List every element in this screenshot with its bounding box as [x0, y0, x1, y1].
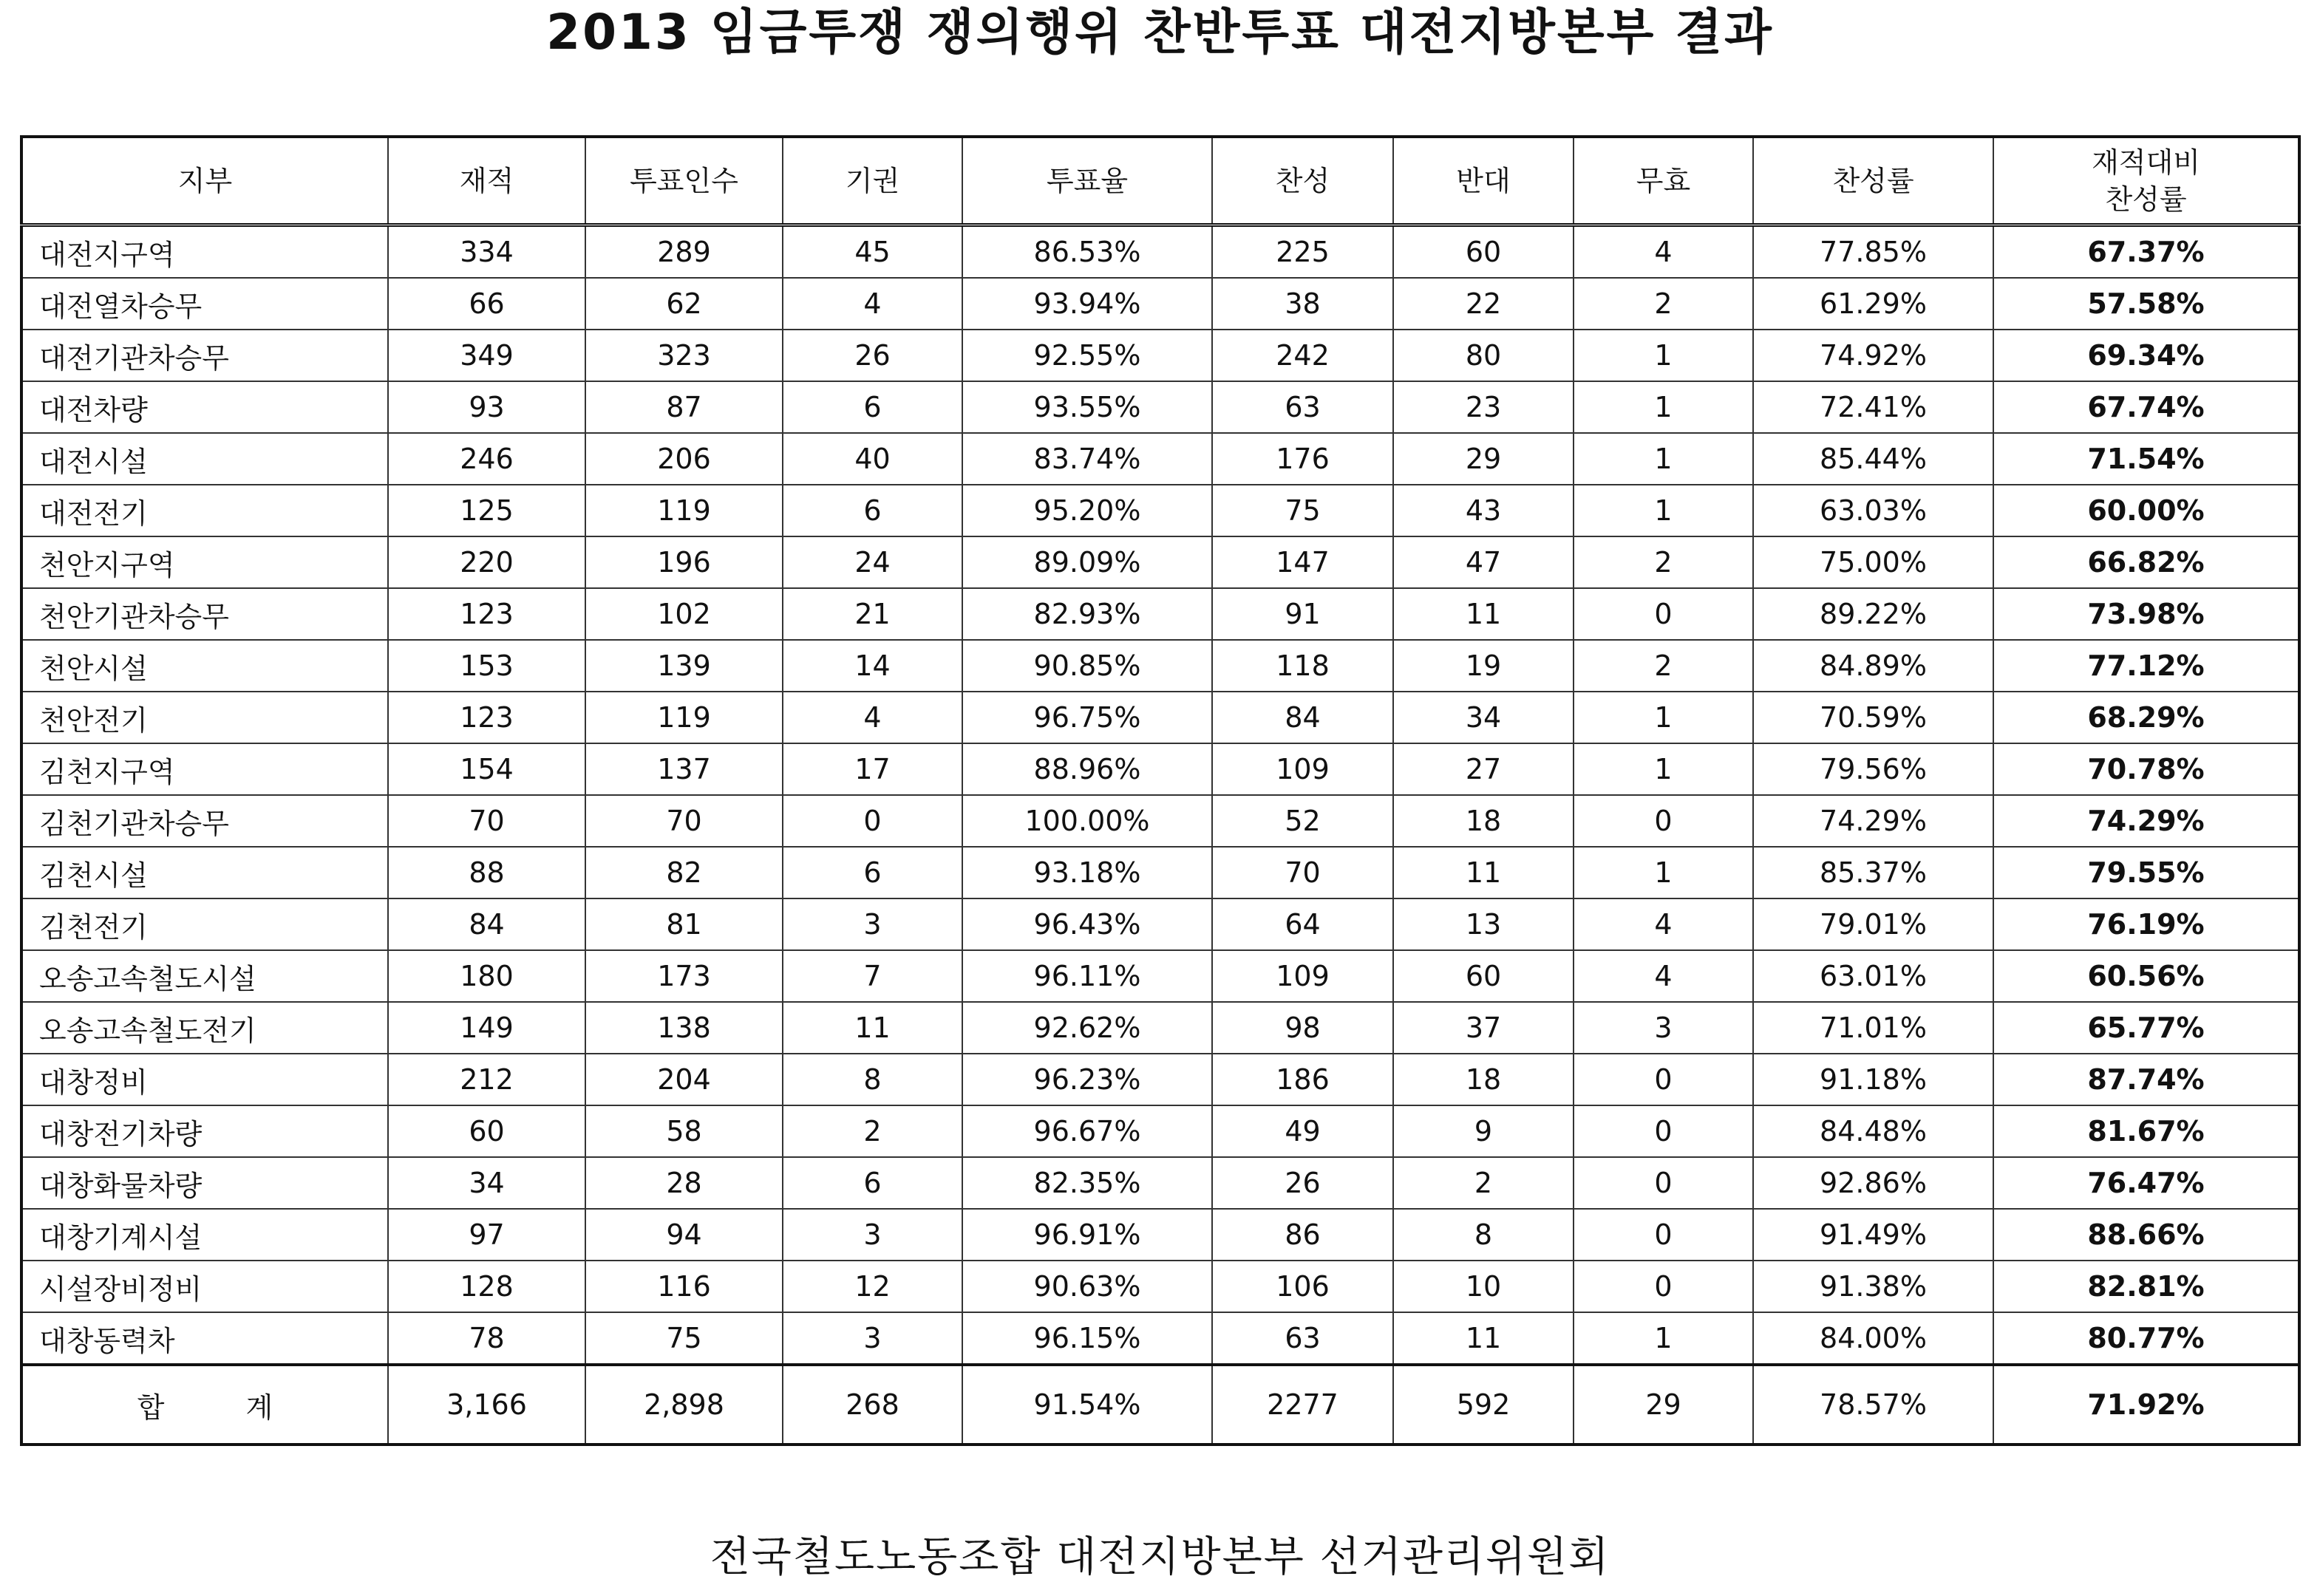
cell-abstain: 4	[783, 278, 962, 330]
total-cell: 2277	[1212, 1365, 1393, 1445]
table-row	[21, 692, 2299, 743]
cell-invalid: 0	[1574, 1054, 1753, 1105]
cell-abstain: 14	[783, 640, 962, 692]
cell-yes: 63	[1212, 1312, 1393, 1365]
branch-name-cell: 대창동력차	[21, 1312, 388, 1365]
cell-invalid: 1	[1574, 743, 1753, 795]
table-row	[21, 1261, 2299, 1312]
cell-abstain: 17	[783, 743, 962, 795]
cell-invalid: 2	[1574, 278, 1753, 330]
table-row	[21, 1054, 2299, 1105]
cell-invalid: 0	[1574, 588, 1753, 640]
cell-enrolled-approval: 77.12%	[1993, 640, 2299, 692]
cell-invalid: 0	[1574, 1105, 1753, 1157]
cell-enrolled-approval: 68.29%	[1993, 692, 2299, 743]
cell-enrolled-approval: 70.78%	[1993, 743, 2299, 795]
cell-invalid: 1	[1574, 381, 1753, 433]
cell-enrolled: 246	[388, 433, 585, 485]
cell-no: 2	[1393, 1157, 1574, 1209]
cell-turnout: 88.96%	[962, 743, 1212, 795]
branch-name-cell: 천안시설	[21, 640, 388, 692]
cell-voters: 323	[585, 330, 783, 381]
cell-turnout: 96.15%	[962, 1312, 1212, 1365]
cell-approval: 70.59%	[1753, 692, 1993, 743]
cell-enrolled-approval: 74.29%	[1993, 795, 2299, 847]
total-cell: 71.92%	[1993, 1365, 2299, 1445]
cell-enrolled-approval: 73.98%	[1993, 588, 2299, 640]
table-row	[21, 536, 2299, 588]
cell-enrolled-approval: 67.37%	[1993, 225, 2299, 279]
cell-yes: 109	[1212, 743, 1393, 795]
cell-yes: 186	[1212, 1054, 1393, 1105]
cell-invalid: 4	[1574, 950, 1753, 1002]
cell-yes: 98	[1212, 1002, 1393, 1054]
cell-turnout: 96.23%	[962, 1054, 1212, 1105]
cell-no: 37	[1393, 1002, 1574, 1054]
cell-turnout: 86.53%	[962, 225, 1212, 279]
cell-enrolled: 97	[388, 1209, 585, 1261]
cell-turnout: 96.43%	[962, 898, 1212, 950]
cell-invalid: 1	[1574, 330, 1753, 381]
cell-turnout: 96.75%	[962, 692, 1212, 743]
cell-no: 11	[1393, 588, 1574, 640]
cell-voters: 87	[585, 381, 783, 433]
cell-invalid: 1	[1574, 692, 1753, 743]
cell-no: 8	[1393, 1209, 1574, 1261]
cell-invalid: 0	[1574, 1209, 1753, 1261]
branch-name-cell: 천안전기	[21, 692, 388, 743]
cell-enrolled-approval: 88.66%	[1993, 1209, 2299, 1261]
cell-no: 9	[1393, 1105, 1574, 1157]
branch-name-cell: 김천기관차승무	[21, 795, 388, 847]
cell-invalid: 2	[1574, 536, 1753, 588]
column-header-yes: 찬성	[1212, 137, 1393, 225]
cell-approval: 91.38%	[1753, 1261, 1993, 1312]
cell-enrolled-approval: 60.56%	[1993, 950, 2299, 1002]
table-row	[21, 1157, 2299, 1209]
cell-yes: 86	[1212, 1209, 1393, 1261]
branch-name-cell: 대창화물차량	[21, 1157, 388, 1209]
cell-enrolled: 123	[388, 588, 585, 640]
cell-approval: 84.89%	[1753, 640, 1993, 692]
cell-approval: 74.29%	[1753, 795, 1993, 847]
column-header-enrolled: 재적	[388, 137, 585, 225]
cell-yes: 75	[1212, 485, 1393, 536]
branch-name-cell: 김천전기	[21, 898, 388, 950]
column-header-approval: 찬성률	[1753, 137, 1993, 225]
cell-enrolled: 125	[388, 485, 585, 536]
cell-abstain: 6	[783, 381, 962, 433]
branch-name-cell: 대창정비	[21, 1054, 388, 1105]
cell-yes: 64	[1212, 898, 1393, 950]
cell-enrolled-approval: 66.82%	[1993, 536, 2299, 588]
cell-invalid: 1	[1574, 1312, 1753, 1365]
cell-abstain: 3	[783, 898, 962, 950]
cell-voters: 102	[585, 588, 783, 640]
vote-result-table	[20, 135, 2301, 1446]
cell-voters: 204	[585, 1054, 783, 1105]
table-row	[21, 278, 2299, 330]
cell-no: 18	[1393, 795, 1574, 847]
cell-approval: 85.37%	[1753, 847, 1993, 898]
cell-enrolled: 154	[388, 743, 585, 795]
cell-turnout: 92.62%	[962, 1002, 1212, 1054]
cell-turnout: 83.74%	[962, 433, 1212, 485]
branch-name-cell: 대전차량	[21, 381, 388, 433]
cell-voters: 119	[585, 485, 783, 536]
cell-abstain: 4	[783, 692, 962, 743]
cell-no: 19	[1393, 640, 1574, 692]
cell-voters: 173	[585, 950, 783, 1002]
cell-no: 60	[1393, 950, 1574, 1002]
cell-yes: 52	[1212, 795, 1393, 847]
cell-voters: 94	[585, 1209, 783, 1261]
cell-abstain: 0	[783, 795, 962, 847]
table-row	[21, 1312, 2299, 1365]
cell-yes: 242	[1212, 330, 1393, 381]
cell-approval: 84.00%	[1753, 1312, 1993, 1365]
cell-approval: 92.86%	[1753, 1157, 1993, 1209]
cell-approval: 63.03%	[1753, 485, 1993, 536]
column-header-enrolled-approval: 재적대비 찬성률	[1993, 137, 2299, 225]
cell-turnout: 90.63%	[962, 1261, 1212, 1312]
cell-turnout: 93.94%	[962, 278, 1212, 330]
cell-abstain: 12	[783, 1261, 962, 1312]
cell-enrolled: 70	[388, 795, 585, 847]
cell-enrolled: 78	[388, 1312, 585, 1365]
cell-approval: 77.85%	[1753, 225, 1993, 279]
column-header-abstain: 기권	[783, 137, 962, 225]
cell-voters: 82	[585, 847, 783, 898]
column-header-branch: 지부	[21, 137, 388, 225]
cell-yes: 91	[1212, 588, 1393, 640]
branch-name-cell: 천안기관차승무	[21, 588, 388, 640]
cell-yes: 225	[1212, 225, 1393, 279]
column-header-invalid: 무효	[1574, 137, 1753, 225]
cell-turnout: 96.67%	[962, 1105, 1212, 1157]
cell-no: 43	[1393, 485, 1574, 536]
header-row	[21, 137, 2299, 225]
cell-voters: 196	[585, 536, 783, 588]
table-row	[21, 485, 2299, 536]
cell-no: 60	[1393, 225, 1574, 279]
branch-name-cell: 대전시설	[21, 433, 388, 485]
cell-abstain: 8	[783, 1054, 962, 1105]
table-row	[21, 1105, 2299, 1157]
cell-voters: 206	[585, 433, 783, 485]
cell-turnout: 96.91%	[962, 1209, 1212, 1261]
cell-enrolled: 153	[388, 640, 585, 692]
cell-turnout: 82.35%	[962, 1157, 1212, 1209]
branch-name-cell: 대전열차승무	[21, 278, 388, 330]
cell-no: 29	[1393, 433, 1574, 485]
table-row	[21, 898, 2299, 950]
cell-invalid: 1	[1574, 847, 1753, 898]
table-row	[21, 381, 2299, 433]
cell-abstain: 6	[783, 485, 962, 536]
cell-invalid: 2	[1574, 640, 1753, 692]
cell-invalid: 3	[1574, 1002, 1753, 1054]
table-row	[21, 795, 2299, 847]
cell-enrolled: 66	[388, 278, 585, 330]
cell-yes: 49	[1212, 1105, 1393, 1157]
cell-yes: 147	[1212, 536, 1393, 588]
cell-enrolled-approval: 71.54%	[1993, 433, 2299, 485]
cell-abstain: 3	[783, 1312, 962, 1365]
cell-enrolled: 212	[388, 1054, 585, 1105]
cell-voters: 137	[585, 743, 783, 795]
cell-approval: 79.56%	[1753, 743, 1993, 795]
cell-turnout: 82.93%	[962, 588, 1212, 640]
cell-approval: 84.48%	[1753, 1105, 1993, 1157]
cell-invalid: 1	[1574, 433, 1753, 485]
table-body	[21, 225, 2299, 1365]
branch-name-cell: 천안지구역	[21, 536, 388, 588]
cell-invalid: 4	[1574, 898, 1753, 950]
cell-enrolled-approval: 76.47%	[1993, 1157, 2299, 1209]
cell-enrolled-approval: 82.81%	[1993, 1261, 2299, 1312]
table-row	[21, 950, 2299, 1002]
total-cell: 268	[783, 1365, 962, 1445]
table-row	[21, 433, 2299, 485]
cell-enrolled-approval: 80.77%	[1993, 1312, 2299, 1365]
cell-abstain: 11	[783, 1002, 962, 1054]
cell-enrolled: 220	[388, 536, 585, 588]
cell-enrolled: 128	[388, 1261, 585, 1312]
cell-enrolled-approval: 65.77%	[1993, 1002, 2299, 1054]
table-row	[21, 588, 2299, 640]
branch-name-cell: 오송고속철도전기	[21, 1002, 388, 1054]
cell-yes: 118	[1212, 640, 1393, 692]
cell-enrolled-approval: 60.00%	[1993, 485, 2299, 536]
cell-enrolled-approval: 69.34%	[1993, 330, 2299, 381]
total-row	[21, 1365, 2299, 1445]
cell-voters: 28	[585, 1157, 783, 1209]
cell-enrolled: 123	[388, 692, 585, 743]
cell-voters: 75	[585, 1312, 783, 1365]
cell-turnout: 95.20%	[962, 485, 1212, 536]
cell-turnout: 100.00%	[962, 795, 1212, 847]
cell-approval: 71.01%	[1753, 1002, 1993, 1054]
cell-abstain: 21	[783, 588, 962, 640]
table-row	[21, 640, 2299, 692]
cell-abstain: 45	[783, 225, 962, 279]
total-label: 합계	[21, 1365, 388, 1445]
branch-name-cell: 대전전기	[21, 485, 388, 536]
cell-enrolled-approval: 87.74%	[1993, 1054, 2299, 1105]
cell-turnout: 89.09%	[962, 536, 1212, 588]
total-cell: 2,898	[585, 1365, 783, 1445]
cell-turnout: 93.55%	[962, 381, 1212, 433]
total-cell: 78.57%	[1753, 1365, 1993, 1445]
issuer-footer: 전국철도노동조합 대전지방본부 선거관리위원회	[710, 1533, 1610, 1581]
cell-abstain: 3	[783, 1209, 962, 1261]
cell-yes: 176	[1212, 433, 1393, 485]
table-row	[21, 225, 2299, 279]
cell-abstain: 2	[783, 1105, 962, 1157]
total-cell: 3,166	[388, 1365, 585, 1445]
cell-enrolled-approval: 67.74%	[1993, 381, 2299, 433]
cell-approval: 91.49%	[1753, 1209, 1993, 1261]
cell-invalid: 0	[1574, 1261, 1753, 1312]
cell-turnout: 96.11%	[962, 950, 1212, 1002]
branch-name-cell: 대전기관차승무	[21, 330, 388, 381]
cell-voters: 116	[585, 1261, 783, 1312]
cell-voters: 139	[585, 640, 783, 692]
cell-voters: 81	[585, 898, 783, 950]
cell-turnout: 93.18%	[962, 847, 1212, 898]
column-header-turnout: 투표율	[962, 137, 1212, 225]
cell-approval: 61.29%	[1753, 278, 1993, 330]
cell-enrolled: 334	[388, 225, 585, 279]
branch-name-cell: 김천시설	[21, 847, 388, 898]
cell-no: 34	[1393, 692, 1574, 743]
cell-yes: 63	[1212, 381, 1393, 433]
cell-yes: 109	[1212, 950, 1393, 1002]
cell-enrolled-approval: 76.19%	[1993, 898, 2299, 950]
cell-no: 11	[1393, 847, 1574, 898]
cell-no: 47	[1393, 536, 1574, 588]
cell-voters: 289	[585, 225, 783, 279]
cell-voters: 119	[585, 692, 783, 743]
table-row	[21, 330, 2299, 381]
branch-name-cell: 오송고속철도시설	[21, 950, 388, 1002]
cell-no: 22	[1393, 278, 1574, 330]
cell-enrolled: 93	[388, 381, 585, 433]
table-row	[21, 1209, 2299, 1261]
cell-turnout: 90.85%	[962, 640, 1212, 692]
cell-approval: 91.18%	[1753, 1054, 1993, 1105]
cell-enrolled-approval: 57.58%	[1993, 278, 2299, 330]
cell-invalid: 4	[1574, 225, 1753, 279]
cell-enrolled: 149	[388, 1002, 585, 1054]
page-title: 2013 임금투쟁 쟁의행위 찬반투표 대전지방본부 결과	[546, 4, 1774, 61]
total-cell: 91.54%	[962, 1365, 1212, 1445]
column-header-no: 반대	[1393, 137, 1574, 225]
cell-no: 27	[1393, 743, 1574, 795]
cell-approval: 89.22%	[1753, 588, 1993, 640]
branch-name-cell: 대전지구역	[21, 225, 388, 279]
cell-no: 13	[1393, 898, 1574, 950]
table-row	[21, 743, 2299, 795]
cell-no: 80	[1393, 330, 1574, 381]
cell-enrolled: 84	[388, 898, 585, 950]
cell-abstain: 40	[783, 433, 962, 485]
cell-enrolled-approval: 79.55%	[1993, 847, 2299, 898]
cell-yes: 106	[1212, 1261, 1393, 1312]
column-header-voters: 투표인수	[585, 137, 783, 225]
cell-enrolled: 180	[388, 950, 585, 1002]
cell-yes: 26	[1212, 1157, 1393, 1209]
table-row	[21, 847, 2299, 898]
cell-voters: 138	[585, 1002, 783, 1054]
cell-approval: 74.92%	[1753, 330, 1993, 381]
branch-name-cell: 김천지구역	[21, 743, 388, 795]
cell-enrolled: 60	[388, 1105, 585, 1157]
cell-yes: 38	[1212, 278, 1393, 330]
cell-enrolled: 34	[388, 1157, 585, 1209]
cell-abstain: 26	[783, 330, 962, 381]
cell-approval: 63.01%	[1753, 950, 1993, 1002]
table-row	[21, 1002, 2299, 1054]
cell-no: 23	[1393, 381, 1574, 433]
cell-abstain: 6	[783, 847, 962, 898]
cell-approval: 72.41%	[1753, 381, 1993, 433]
cell-no: 18	[1393, 1054, 1574, 1105]
cell-invalid: 0	[1574, 795, 1753, 847]
cell-invalid: 0	[1574, 1157, 1753, 1209]
cell-yes: 84	[1212, 692, 1393, 743]
cell-abstain: 24	[783, 536, 962, 588]
cell-invalid: 1	[1574, 485, 1753, 536]
branch-name-cell: 대창전기차량	[21, 1105, 388, 1157]
cell-voters: 62	[585, 278, 783, 330]
cell-approval: 75.00%	[1753, 536, 1993, 588]
branch-name-cell: 대창기계시설	[21, 1209, 388, 1261]
cell-no: 11	[1393, 1312, 1574, 1365]
cell-voters: 58	[585, 1105, 783, 1157]
cell-enrolled: 88	[388, 847, 585, 898]
total-cell: 592	[1393, 1365, 1574, 1445]
cell-turnout: 92.55%	[962, 330, 1212, 381]
cell-enrolled-approval: 81.67%	[1993, 1105, 2299, 1157]
cell-no: 10	[1393, 1261, 1574, 1312]
cell-approval: 79.01%	[1753, 898, 1993, 950]
cell-approval: 85.44%	[1753, 433, 1993, 485]
cell-voters: 70	[585, 795, 783, 847]
cell-enrolled: 349	[388, 330, 585, 381]
branch-name-cell: 시설장비정비	[21, 1261, 388, 1312]
cell-yes: 70	[1212, 847, 1393, 898]
cell-abstain: 7	[783, 950, 962, 1002]
cell-abstain: 6	[783, 1157, 962, 1209]
total-cell: 29	[1574, 1365, 1753, 1445]
